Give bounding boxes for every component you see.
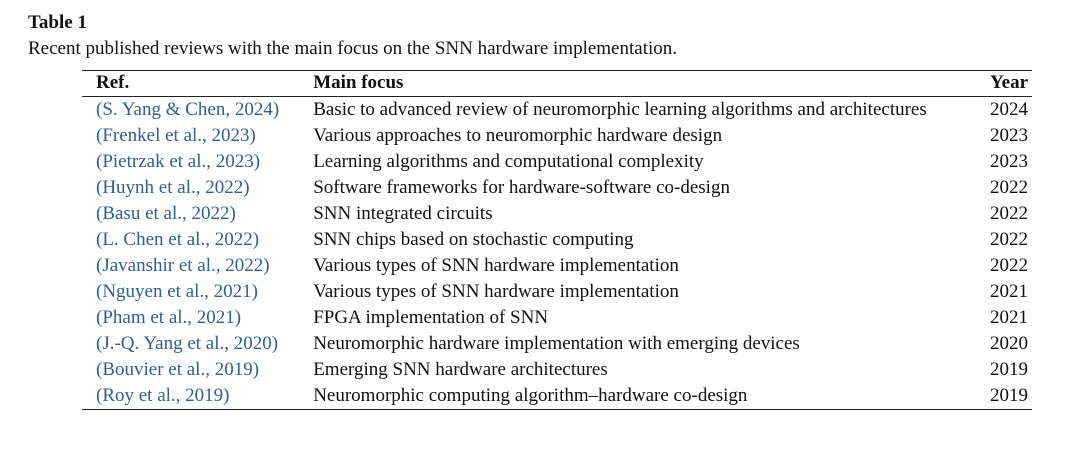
citation-link[interactable]: (Javanshir et al., 2022) [96,255,270,276]
cell-main-focus: Various types of SNN hardware implementation [313,281,679,302]
table-row [82,357,1032,383]
table-row [82,383,1032,410]
cell-ref [82,201,313,227]
citation-link[interactable]: (Pietrzak et al., 2023) [96,151,261,172]
table-row [82,227,1032,253]
citation-link[interactable]: (Nguyen et al., 2021) [96,281,258,302]
citation-link[interactable]: (L. Chen et al., 2022) [96,229,260,250]
cell-ref [82,305,313,331]
cell-main-focus: Learning algorithms and computational complexity [313,151,704,172]
cell-year: 2019 [990,385,1028,406]
table-row [82,279,1032,305]
citation-link[interactable]: (Huynh et al., 2022) [96,177,250,198]
citation-link[interactable]: (Frenkel et al., 2023) [96,125,256,146]
table-row [82,201,1032,227]
cell-main-focus: SNN chips based on stochastic computing [313,229,634,250]
table-row [82,253,1032,279]
cell-ref [82,383,313,410]
header-ref: Ref. [96,72,130,93]
cell-main-focus: Software frameworks for hardware-software co-design [313,177,730,198]
cell-year: 2024 [990,99,1028,120]
cell-main-focus: Basic to advanced review of neuromorphic learning algorithms and architectures [313,99,927,120]
citation-link[interactable]: (Basu et al., 2022) [96,203,236,224]
cell-main-focus: FPGA implementation of SNN [313,307,549,328]
cell-ref [82,279,313,305]
citation-link[interactable]: (S. Yang & Chen, 2024) [96,99,280,120]
table-caption: Recent published reviews with the main focus on the SNN hardware implementation. [28,38,678,59]
cell-year: 2022 [990,177,1028,198]
cell-year: 2021 [990,307,1028,328]
citation-link[interactable]: (J.-Q. Yang et al., 2020) [96,333,279,354]
cell-year: 2022 [990,255,1028,276]
cell-ref [82,227,313,253]
reviews-table [82,70,1032,410]
header-main-focus: Main focus [313,72,404,93]
cell-year: 2021 [990,281,1028,302]
citation-link[interactable]: (Pham et al., 2021) [96,307,242,328]
cell-ref [82,331,313,357]
table-row [82,331,1032,357]
table-row [82,175,1032,201]
cell-year: 2019 [990,359,1028,380]
cell-ref [82,149,313,175]
citation-link[interactable]: (Bouvier et al., 2019) [96,359,260,380]
cell-year: 2020 [990,333,1028,354]
cell-year: 2023 [990,125,1028,146]
citation-link[interactable]: (Roy et al., 2019) [96,385,230,406]
header-year: Year [990,72,1028,93]
table-row [82,305,1032,331]
cell-ref [82,97,313,124]
cell-main-focus: Various approaches to neuromorphic hardware design [313,125,723,146]
cell-year: 2023 [990,151,1028,172]
cell-ref [82,175,313,201]
cell-ref [82,253,313,279]
cell-year: 2022 [990,229,1028,250]
cell-main-focus: SNN integrated circuits [313,203,493,224]
table-row [82,97,1032,124]
cell-main-focus: Neuromorphic hardware implementation with emerging devices [313,333,800,354]
table-header-row [82,71,1032,97]
cell-main-focus: Emerging SNN hardware architectures [313,359,608,380]
table-row [82,123,1032,149]
table-label: Table 1 [28,12,87,33]
table-row [82,149,1032,175]
cell-main-focus: Neuromorphic computing algorithm–hardware co-design [313,385,748,406]
cell-year: 2022 [990,203,1028,224]
cell-ref [82,123,313,149]
cell-main-focus: Various types of SNN hardware implementation [313,255,679,276]
cell-ref [82,357,313,383]
